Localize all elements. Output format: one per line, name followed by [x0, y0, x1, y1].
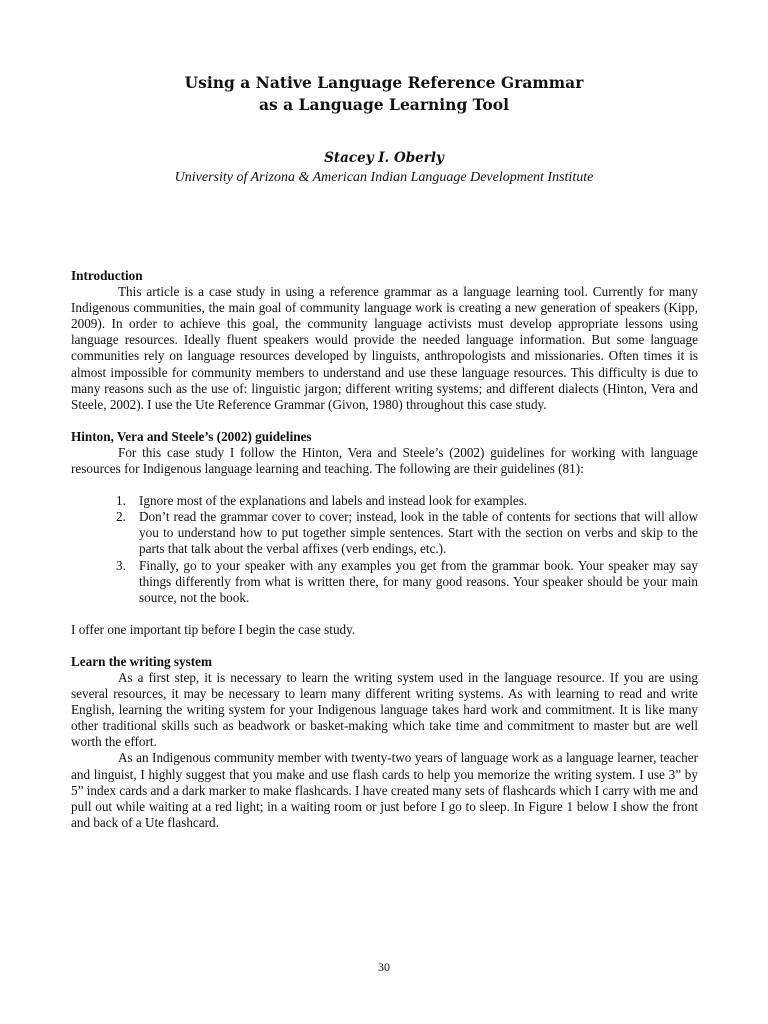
author-affiliation: University of Arizona & American Indian Language Development Institute: [174, 170, 594, 185]
guideline-text: Ignore most of the explanations and labels and instead look for examples.: [139, 493, 528, 509]
guideline-number: 2.: [116, 509, 126, 525]
introduction-paragraph: This article is a case study in using a reference grammar as a language learning tool. Currently for many Indigenous communities, the main goal of community language work is creating a new generation of speakers (Kipp, 2009). In order to achieve this goal, the community language activists must develop appropriate lessons using language resources. Ideally fluent speakers would provide the needed language information. But some language communities rely on language resources developed by linguists, anthropologists and missionaries. Often times it is almost impossible for community members to understand and use these language resources. This difficulty is due to many reasons such as the use of: linguistic jargon; different writing systems; and different dialects (Hinton, Vera and Steele, 2002). I use the Ute Reference Grammar (Givon, 1980) throughout this case study.: [71, 284, 698, 412]
guideline-number: 1.: [116, 493, 126, 509]
introduction-heading: Introduction: [71, 268, 143, 283]
title-line-1: Using a Native Language Reference Grammar: [184, 73, 584, 92]
guideline-text: Don’t read the grammar cover to cover; instead, look in the table of contents for sections that will allow you to understand how to put together simple sentences. Start with the section on verbs and skip to the parts that talk about the verbal affixes (verb endings, etc.).: [139, 509, 698, 557]
writing-system-heading: Learn the writing system: [71, 653, 213, 669]
author-name: Stacey I. Oberly: [324, 150, 444, 166]
guideline-number: 3.: [116, 557, 126, 573]
title-line-2: as a Language Learning Tool: [258, 95, 509, 114]
guidelines-paragraph: For this case study I follow the Hinton, Vera and Steele’s (2002) guidelines for working with language resources for Indigenous language learning and teaching. The following are their guidelines (81):: [71, 444, 698, 477]
article-title: [0, 72, 768, 116]
section-spacer: [71, 638, 698, 654]
writing-system-paragraph-1: As a first step, it is necessary to learn the writing system used in the language resource. If you are using several resources, it may be necessary to learn many different writing systems. As with learning to read and write English, learning the writing system for your Indigenous language takes hard work and commitment. It is like many other traditional skills such as beadwork or basket-making which take time and commitment to master but are well worth the effort.: [71, 669, 698, 750]
guideline-item: [71, 493, 698, 509]
section-spacer: [71, 413, 698, 429]
guideline-item: [71, 558, 698, 606]
guidelines-heading: Hinton, Vera and Steele’s (2002) guidelines: [71, 428, 312, 444]
article-body: [71, 268, 698, 831]
guidelines-list: [71, 493, 698, 606]
guideline-item: [71, 509, 698, 557]
writing-system-paragraph-2: As an Indigenous community member with twenty-two years of language work as a language learner, teacher and linguist, I highly suggest that you make and use flash cards to help you memorize the writing system. I use 3” by 5” index cards and a dark marker to make flashcards. I have created many sets of flashcards which I carry with me and pull out while waiting at a red light; in a waiting room or just before I go to sleep. In Figure 1 below I show the front and back of a Ute flashcard.: [71, 750, 698, 830]
guideline-text: Finally, go to your speaker with any examples you get from the grammar book. Your speaker may say things differently from what is written there, for many good reasons. Your speaker should be your main source, not the book.: [139, 557, 698, 605]
guidelines-closing: I offer one important tip before I begin the case study.: [71, 621, 356, 637]
page-number: 30: [378, 960, 390, 974]
